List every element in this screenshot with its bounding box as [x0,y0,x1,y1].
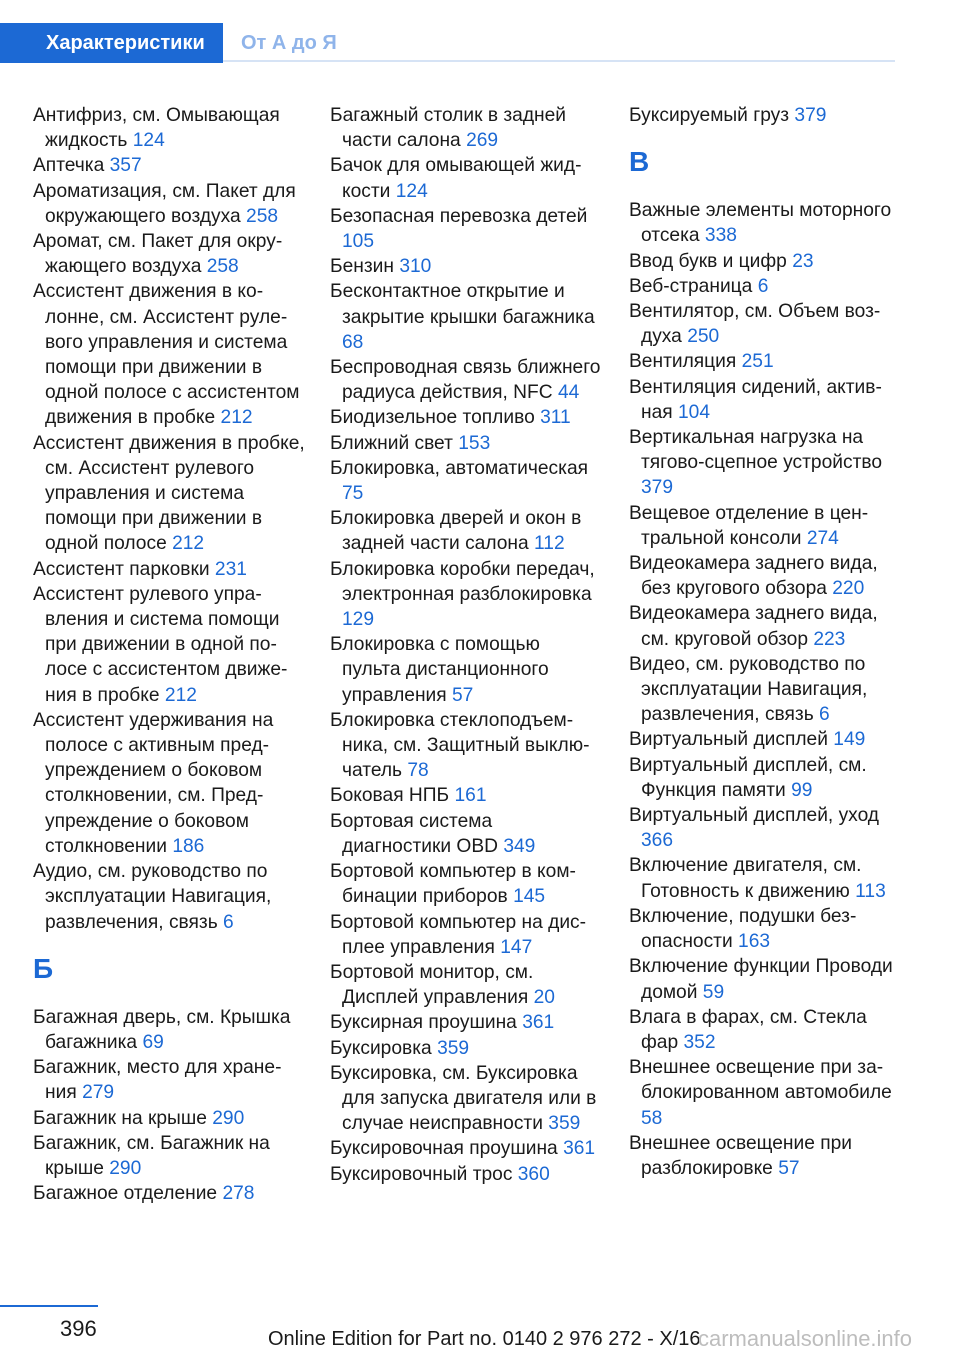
index-entry [33,279,305,430]
index-entry-text: Багажник, см. Багажник на крыше [33,1132,270,1179]
page-link[interactable]: 149 [833,729,866,751]
index-entry [330,960,602,1010]
page-link[interactable]: 290 [109,1157,142,1179]
index-entry [629,803,901,853]
index-entry-text: Вентиляция сидений, активная [629,376,882,423]
page-link[interactable]: 349 [503,835,536,857]
index-column-1 [33,103,305,1206]
tab-a-to-z[interactable]: От А до Я [241,31,337,54]
index-entry-text: Ближний свет [330,432,453,454]
index-entry [330,1162,602,1187]
index-entry [629,1131,901,1181]
page-link[interactable]: 258 [206,256,239,278]
index-entry [629,501,901,551]
index-entry-text: Блокировка стеклоподъемника, см. Защитный выключатель [330,709,590,782]
index-entry [629,904,901,954]
index-entry [330,456,602,506]
index-entry [629,1055,901,1131]
page-link[interactable]: 59 [702,981,725,1003]
page-link[interactable]: 105 [342,231,375,253]
page-link[interactable]: 6 [223,911,234,933]
page-link[interactable]: 359 [548,1113,581,1135]
index-column-2 [330,103,602,1187]
index-entry-text: Буксируемый груз [629,105,790,126]
index-entry-text: Бесконтактное открытие и закрытие крышки багажника [330,281,595,328]
page-link[interactable]: 311 [540,407,571,429]
index-entry-text: Вещевое отделение в центральной консоли [629,502,869,549]
index-entry-text: Видеокамера заднего вида, см. круговой обзор [629,603,878,650]
page-link[interactable]: 104 [678,401,711,423]
index-entry [629,652,901,728]
index-entry [629,103,901,128]
page-link[interactable]: 124 [395,180,428,202]
index-entry-text: Ассистент движения в колонне, см. Ассистент рулевого управления и система помощи при движении в одной полосе с ассистентом движения в пробке [33,281,300,429]
page-link[interactable]: 20 [533,987,555,1009]
page-link[interactable]: 258 [246,205,279,227]
page-link[interactable]: 6 [819,704,830,726]
page-link[interactable]: 361 [522,1012,555,1034]
index-entry [629,425,901,501]
index-entry-text: Багажное отделение [33,1183,218,1205]
index-entry-text: Блокировка дверей и окон в задней части салона [330,508,582,555]
index-entry [629,853,901,903]
index-entry-text: Блокировка коробки передач, электронная разблокировка [330,558,595,605]
header-divider [223,60,895,62]
index-entry-text: Веб-страница [629,275,753,297]
index-entry-text: Вентилятор, см. Объем воздуха [629,301,881,348]
index-entry-text: Багажный столик в задней части салона [330,105,567,152]
index-entry [33,229,305,279]
index-entry [629,375,901,425]
page-link[interactable]: 57 [452,684,474,706]
index-entry-text: Бортовой компьютер в комбинации приборов [330,861,576,908]
page-link[interactable]: 129 [342,609,375,631]
index-entry-text: Бензин [330,256,394,278]
page-link[interactable]: 212 [220,407,253,429]
index-entry [33,1181,305,1206]
page-link[interactable]: 75 [342,483,364,505]
index-entry-text: Беспроводная связь ближнего радиуса действия, NFC [330,357,601,404]
page-link[interactable]: 99 [791,779,813,801]
index-entry [330,279,602,355]
page-link[interactable]: 124 [132,130,165,152]
page-link[interactable]: 251 [741,351,774,373]
section-letter: Б [33,952,54,984]
page-link[interactable]: 379 [794,105,827,126]
index-entry [629,1005,901,1055]
index-entry-text: Бортовой компьютер на дисплее управления [330,911,587,958]
index-entry [330,632,602,708]
page-link[interactable]: 57 [778,1157,800,1179]
page-link[interactable]: 6 [757,275,769,297]
index-entry [330,708,602,784]
index-entry-text: Включение двигателя, см. Готовность к движению [629,855,862,902]
index-entry [33,859,305,935]
index-entry-text: Влага в фарах, см. Стекла фар [629,1006,867,1053]
index-entry [629,727,901,752]
page-link[interactable]: 310 [399,256,432,278]
page-link[interactable]: 112 [534,533,565,555]
index-entry-text: Важные элементы моторного отсека [629,200,892,247]
page-link[interactable]: 212 [172,533,205,555]
index-entry-text: Аромат, см. Пакет для окружающего воздуха [33,231,283,278]
watermark: carmanualsonline.info [698,1326,913,1351]
index-entry-text: Включение, подушки безопасности [629,905,857,953]
index-entry [330,1036,602,1061]
index-entry-text: Ввод букв и цифр [629,250,787,272]
page-link[interactable]: 113 [855,880,886,902]
index-entry [33,179,305,229]
index-entry [330,783,602,808]
page-link[interactable]: 68 [342,331,364,353]
index-entry-text: Бортовая система диагностики OBD [330,810,498,857]
page-link[interactable]: 186 [172,835,205,857]
index-entry-text: Виртуальный дисплей [629,729,828,751]
index-entry [629,954,901,1004]
index-entry [330,355,602,405]
index-entry-text: Включение функции Проводи домой [629,956,893,1003]
page-link[interactable]: 279 [82,1082,115,1104]
index-entry-text: Ассистент рулевого управления и система помощи при движении в одной полосе с ассистентом движения в пробке [33,583,288,706]
index-entry [629,249,901,274]
page-link[interactable]: 69 [142,1031,164,1053]
index-entry-text: Буксирная проушина [330,1012,517,1034]
index-entry [330,103,602,153]
index-entry [33,708,305,859]
index-entry-text: Биодизельное топливо [330,407,535,429]
page-number: 396 [60,1316,97,1341]
index-entry-text: Вентиляция [629,351,737,373]
page-link[interactable]: 44 [557,382,580,404]
index-entry [33,153,305,178]
index-entry-text: Ассистент парковки [33,558,210,580]
index-entry [330,254,602,279]
index-entry [629,753,901,803]
page-link[interactable]: 274 [806,527,839,549]
page-link[interactable]: 290 [212,1107,245,1129]
page-link[interactable]: 338 [704,225,737,247]
page-link[interactable]: 212 [164,684,197,706]
index-entry-text: Буксировочная проушина [330,1138,558,1160]
page-link[interactable]: 357 [109,155,142,177]
index-entry-text: Видеокамера заднего вида, без кругового обзора [629,553,878,600]
index-entry-text: Безопасная перевозка детей [330,205,588,227]
index-entry [330,153,602,203]
index-entry-text: Бачок для омывающей жидкости [330,155,582,202]
page-link[interactable]: 161 [454,785,487,807]
index-entry [330,1010,602,1035]
index-entry [33,1055,305,1105]
page-link[interactable]: 250 [687,326,720,348]
index-entry-text: Буксировочный трос [330,1163,513,1185]
index-entry-text: Блокировка, автоматическая [330,457,589,479]
page-link[interactable]: 352 [683,1031,716,1053]
index-entry [330,405,602,430]
page-link[interactable]: 278 [222,1183,255,1205]
index-entry-text: Ассистент удерживания на полосе с активным предупреждением о боковом столкновении, см. Предупреждение о боковом столкновении [33,709,274,857]
index-entry [330,1136,602,1161]
page-link[interactable]: 147 [500,936,533,958]
header-bar [0,23,895,63]
index-entry [629,551,901,601]
index-column-3 [629,103,901,1181]
index-entry [330,859,602,909]
index-entry [330,1061,602,1137]
index-entry-text: Аудио, см. руководство по эксплуатации Навигация, развлечения, связь [33,861,272,933]
index-entry [629,349,901,374]
index-entry-text: Багажник на крыше [33,1107,207,1129]
index-entry-text: Ассистент движения в пробке, см. Ассистент рулевого управления и система помощи при движении в одной полосе [33,432,305,555]
index-entry [330,557,602,633]
index-entry [330,431,602,456]
index-entry [629,601,901,651]
index-entry [330,809,602,859]
index-entry-text: Аптечка [33,155,105,177]
index-entry-text: Боковая НПБ [330,785,450,807]
index-entry-text: Виртуальный дисплей, уход [629,805,880,827]
index-entry-text: Внешнее освещение при заблокированном автомобиле [629,1057,892,1104]
index-entry [629,299,901,349]
page-link[interactable]: 269 [466,130,499,152]
tab-characteristics[interactable]: Характеристики [0,23,223,63]
index-entry-text: Буксировка [330,1037,432,1059]
index-entry-text: Ароматизация, см. Пакет для окружающего воздуха [33,180,296,227]
index-entry [629,198,901,248]
index-entry [33,431,305,557]
index-entry [330,910,602,960]
index-entry [330,204,602,254]
index-entry-text: Антифриз, см. Омывающая жидкость [33,105,280,152]
section-letter: В [629,146,650,178]
index-entry [33,103,305,153]
index-entry [33,557,305,582]
page-link[interactable]: 78 [407,760,429,782]
index-entry-text: Виртуальный дисплей, см. Функция памяти [629,754,867,801]
footer-rule [0,1305,98,1307]
page-link[interactable]: 361 [563,1138,596,1160]
index-entry-text: Багажная дверь, см. Крышка багажника [33,1006,291,1053]
page-link[interactable]: 220 [832,578,865,600]
index-entry-text: Бортовой монитор, см. Дисплей управления [330,961,534,1009]
page-link[interactable]: 163 [738,931,771,953]
index-entry-text: Багажник, место для хранения [33,1057,282,1104]
index-entry [330,506,602,556]
page-link[interactable]: 359 [437,1037,470,1059]
page-link[interactable]: 360 [517,1163,550,1185]
page-link[interactable]: 58 [641,1107,663,1129]
index-entry [33,1005,305,1055]
page-link[interactable]: 223 [813,628,846,650]
index-entry [629,274,901,299]
page-link[interactable]: 145 [513,886,546,908]
index-entry [33,1106,305,1131]
index-entry-text: Вертикальная нагрузка на тягово-сцепное устройство [629,427,883,474]
index-entry [33,582,305,708]
page-link[interactable]: 366 [641,830,674,852]
index-entry-text: Блокировка с помощью пульта дистанционного управления [330,634,549,706]
index-entry [33,1131,305,1181]
edition-note: Online Edition for Part no. 0140 2 976 272 - X/16 [268,1328,701,1350]
index-entry-text: Внешнее освещение при разблокировке [629,1132,852,1179]
index-entry-text: Буксировка, см. Буксировка для запуска двигателя или в случае неисправности [330,1062,597,1135]
page-link[interactable]: 379 [641,477,674,499]
page-link[interactable]: 153 [458,432,491,454]
page-link[interactable]: 23 [792,250,814,272]
index-entry-text: Видео, см. руководство по эксплуатации Навигация, развлечения, связь [629,653,868,726]
page-link[interactable]: 231 [214,558,247,580]
